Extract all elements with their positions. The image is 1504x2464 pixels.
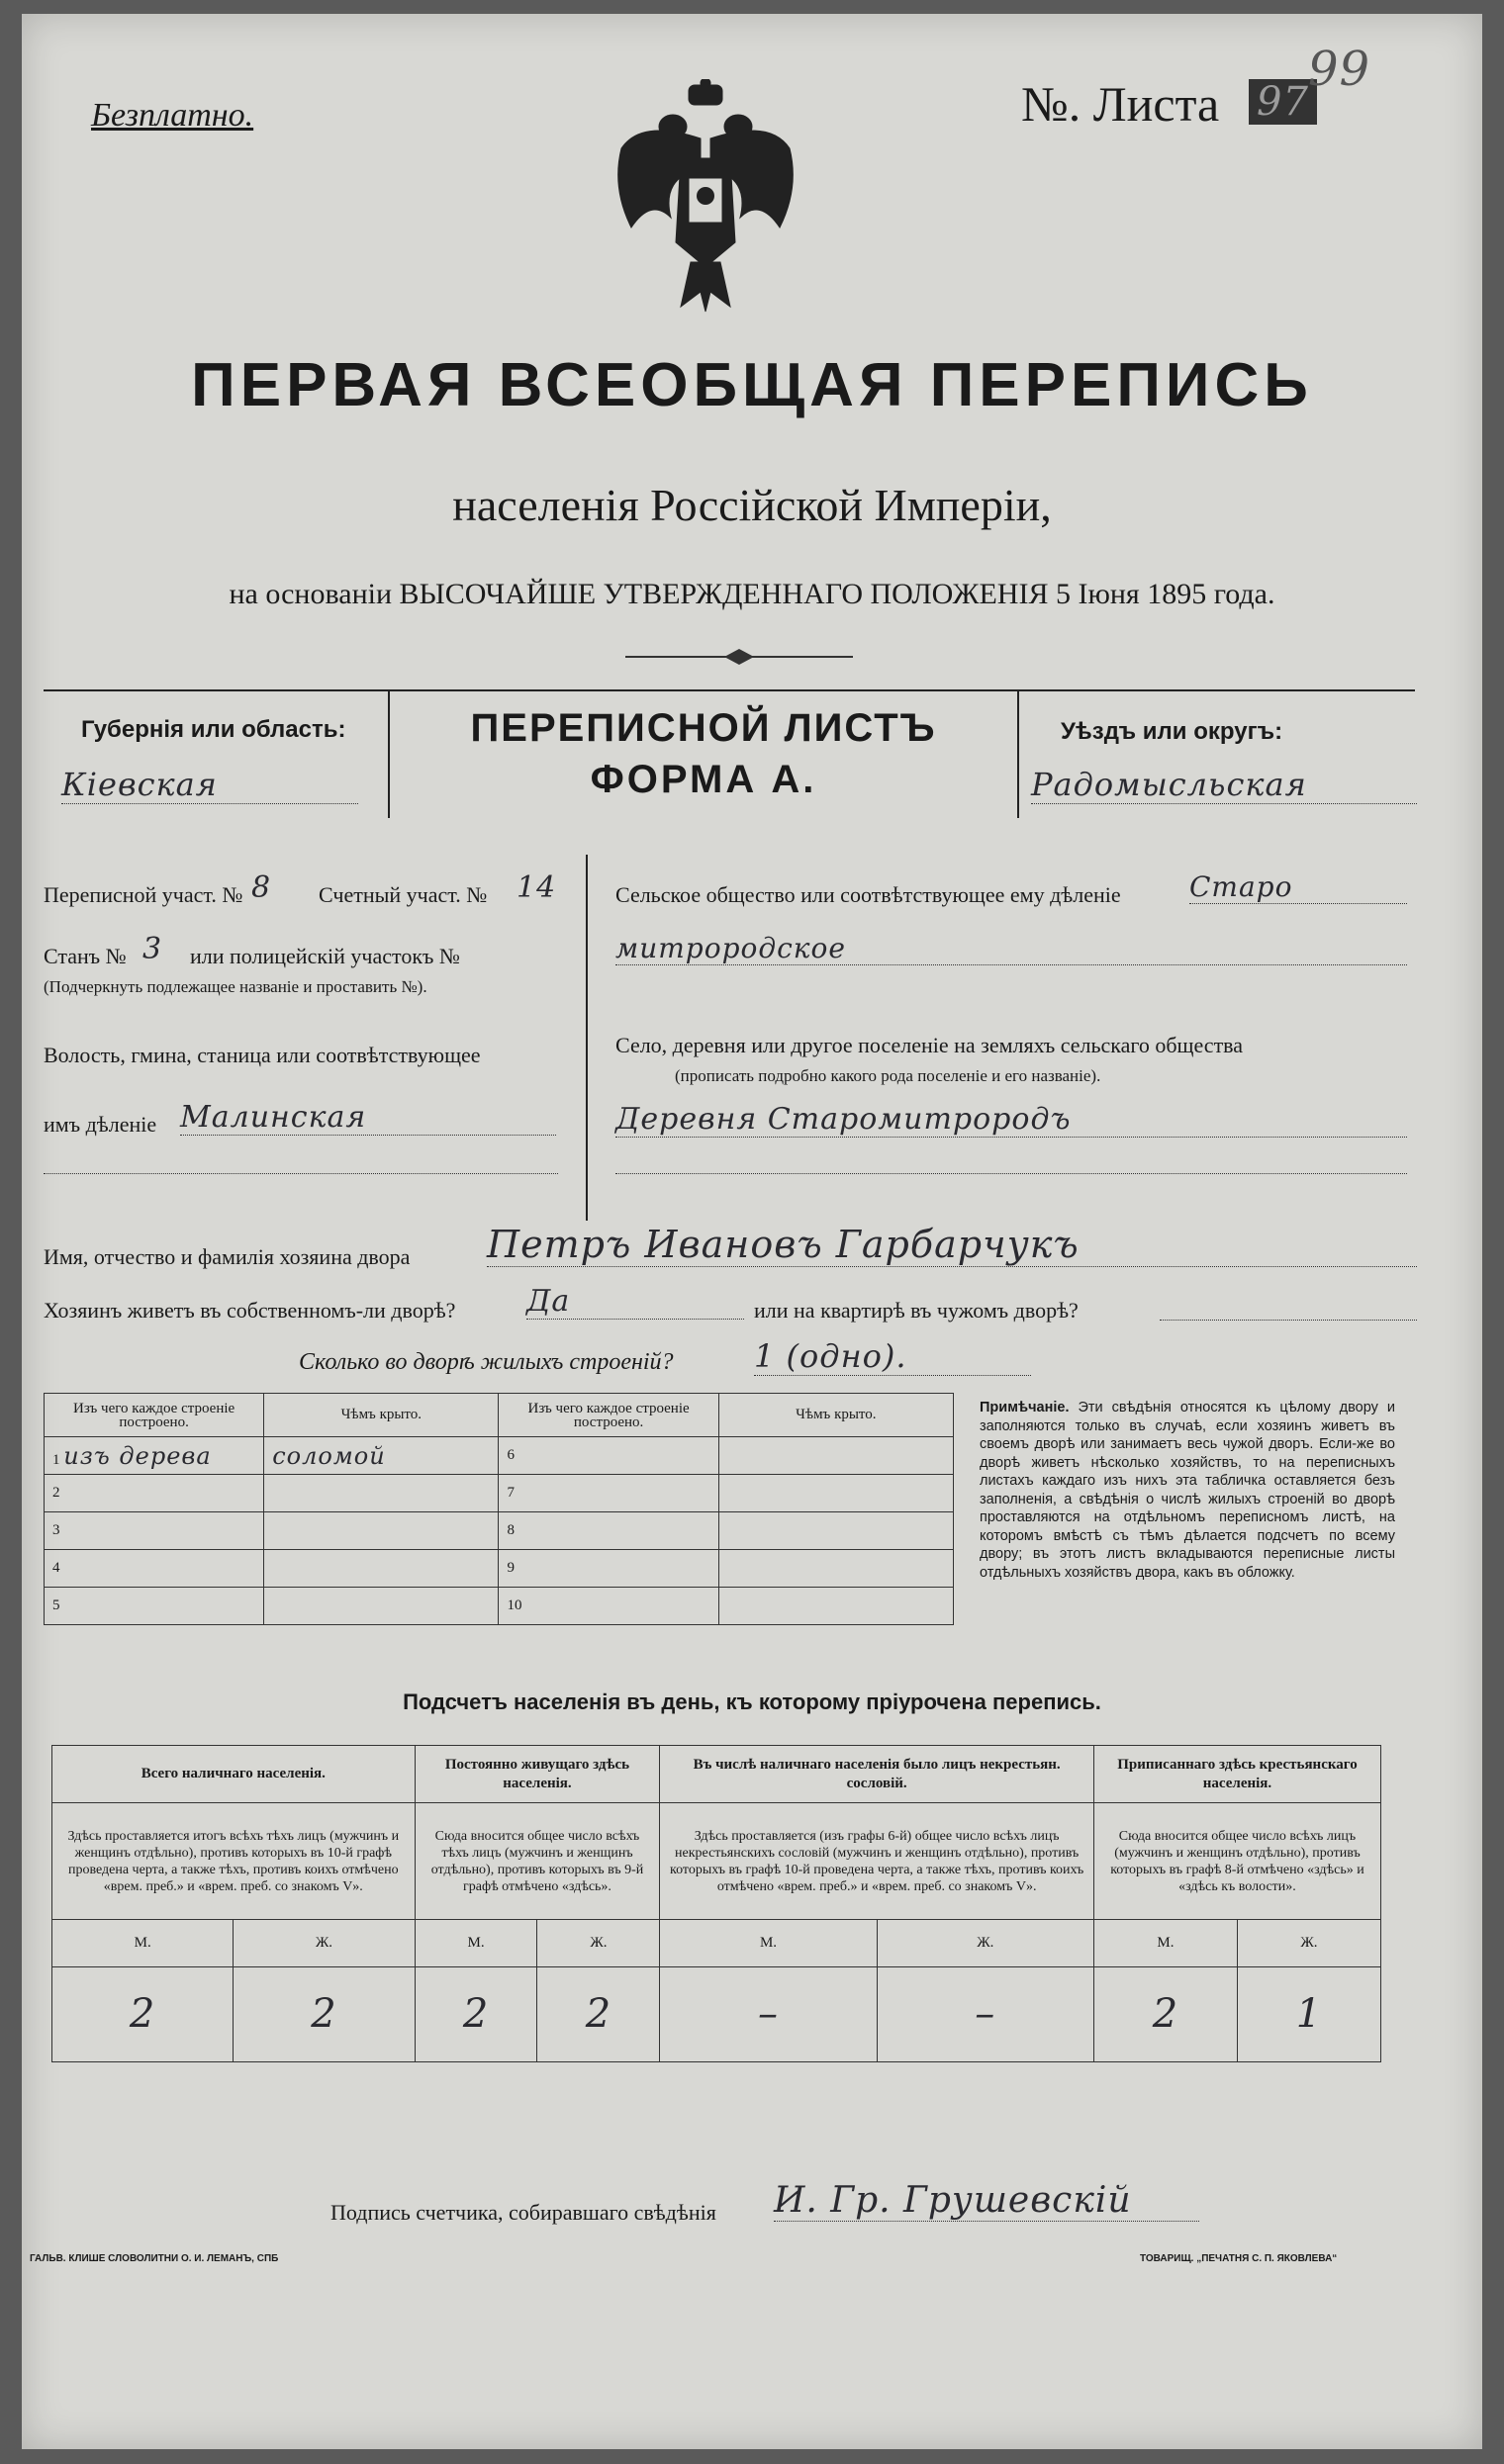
village-value: Деревня Старомитрородъ [615,1102,1407,1138]
gubernia-label: Губернія или область: [81,716,346,743]
buildings-note: Примѣчаніе. Эти свѣдѣнія относятся къ цѣлому двору и заполняются только въ случаѣ, если хозяинъ живетъ въ своемъ дворѣ или занимаетъ весь чужой дворъ. Если-же во дворѣ живетъ нѣсколько хозяйствъ, то на переписныхъ листахъ каждаго изъ нихъ эта табличка оставляется безъ заполненія, а свѣдѣнія о числѣ жилыхъ строеній во дворѣ проставляются на отдѣльномъ переписномъ листѣ, на которомъ вмѣстѣ съ тѣмъ дѣлается подсчетъ по всему двору; въ этотъ листъ вкладываются переписные листы отдѣльныхъ хозяйствъ двора, какъ въ обложку. [980,1400,1395,1581]
owner-label: Имя, отчество и фамилія хозяина двора [44,1244,411,1269]
society-label: Сельское общество или соотвѣтствующее ему дѣленіе [615,882,1121,907]
village-extra-line [615,1171,1407,1174]
table-row: 1 изъ дерева соломой 6 [45,1437,954,1475]
free-label: Безплатно. [91,97,254,134]
census-form-sheet [22,14,1482,2449]
village-note: (прописать подробно какого рода поселеніе и его названіе). [675,1066,1101,1085]
census-plot-label: Переписной участ. № [44,882,243,907]
society-value-1: Старо [1189,870,1407,904]
rented-value-line [1160,1318,1417,1321]
sheet-number-value: 97 [1249,79,1317,125]
buildings-value: 1 (одно). [754,1337,1031,1376]
uezd-label: Уѣздъ или округъ: [1061,718,1283,745]
printer-left: ГАЛЬВ. КЛИШЕ СЛОВОЛИТНИ О. И. ЛЕМАНЪ, СПБ [30,2253,279,2264]
count-plot-label: Счетный участ. № [319,882,488,907]
col-material-left: Изъ чего каждое строеніе построено. [45,1394,264,1437]
printer-right: ТОВАРИЩ. „ПЕЧАТНЯ С. П. ЯКОВЛЕВА“ [1140,2253,1338,2264]
volost-value: Малинская [180,1100,556,1136]
stan-label: Станъ № [44,944,127,968]
form-title: ПЕРВАЯ ВСЕОБЩАЯ ПЕРЕПИСЬ [191,351,1313,419]
region-top-rule [44,689,1415,691]
uezd-value: Радомысльская [1031,766,1417,804]
own-yard-value: Да [526,1284,744,1320]
gubernia-value: Кіевская [61,766,358,804]
col-material-right: Изъ чего каждое строеніе построено. [499,1394,718,1437]
count-title: Подсчетъ населенія въ день, къ которому пріурочена перепись. [403,1689,1101,1714]
district-divider [586,855,588,1221]
col-roof-left: Чѣмъ крыто. [264,1394,499,1437]
society-value-2: митрородское [615,932,1407,965]
volost-label: Волость, гмина, станица или соотвѣтствующее [44,1043,481,1067]
own-yard-label: Хозяинъ живетъ въ собственномъ-ли дворѣ? [44,1298,456,1323]
count-values-row: 2 2 2 2 – – 2 1 [52,1967,1381,2062]
ornament-divider [625,647,853,667]
buildings-table [44,1393,954,1625]
buildings-label: Сколько во дворѣ жилыхъ строеній? [299,1349,674,1375]
signature-label: Подпись счетчика, собиравшаго свѣдѣнія [330,2200,716,2225]
count-plot-value: 14 [517,870,557,905]
district-note: (Подчеркнуть подлежащее названіе и проставить №). [44,977,427,996]
form-name-line2: ФОРМА А. [590,758,817,801]
volost-label-2: имъ дѣленіе [44,1112,157,1137]
sheet-number-label: №. Листа [1021,76,1220,132]
census-plot-value: 8 [251,870,272,905]
form-subtitle: населенія Россійской Имперіи, [452,480,1052,530]
rented-label: или на квартирѣ въ чужомъ дворѣ? [754,1298,1079,1323]
table-row: 5 10 [45,1588,954,1625]
population-count-table: Всего наличнаго населенія. Постоянно живущаго здѣсь населенія. Въ числѣ наличнаго населенія было лицъ некрестьян. сословій. Приписаннаго здѣсь крестьянскаго населенія. Здѣсь проставляется итогъ всѣхъ тѣхъ лицъ (мужчинъ и женщинъ отдѣльно), противъ которыхъ въ 10-й графѣ проведена черта, а также тѣхъ, противъ коихъ отмѣчено «врем. преб.» и «врем. преб. со знакомъ V». Сюда вносится общее число всѣхъ тѣхъ лицъ (мужчинъ и женщинъ отдѣльно), противъ которыхъ въ 9-й графѣ отмѣчено «здѣсь». Здѣсь проставляется (изъ графы 6-й) общее число всѣхъ лицъ некрестьянскихъ сословій (мужчинъ и женщинъ отдѣльно), противъ которыхъ въ графѣ 10-й проведена черта, а также тѣхъ, противъ коихъ отмѣчено «врем. преб.» и «врем. преб. со знакомъ V». Сюда вносится общее число всѣхъ лицъ (мужчинъ и женщинъ отдѣльно), противъ которыхъ въ графѣ 8-й отмѣчено «здѣсь» и «здѣсь къ волости». М. Ж. М. Ж. М. Ж. М. Ж. 2 2 2 2 – – 2 1 [51,1745,1381,2062]
col-roof-right: Чѣмъ крыто. [718,1394,953,1437]
form-name-line1: ПЕРЕПИСНОЙ ЛИСТЪ [470,706,937,750]
table-row: 3 8 [45,1512,954,1550]
signature-value: И. Гр. Грушевскій [774,2180,1199,2222]
table-row: 2 7 [45,1475,954,1512]
double-headed-eagle-emblem [602,79,809,317]
form-basis: на основаніи ВЫСОЧАЙШЕ УТВЕРЖДЕННАГО ПОЛОЖЕНІЯ 5 Іюня 1895 года. [229,578,1275,610]
table-row: 4 9 [45,1550,954,1588]
owner-value: Петръ Ивановъ Гарбарчукъ [487,1223,1417,1267]
sheet-number-corrected: 99 [1308,42,1371,97]
police-label: или полицейскій участокъ № [190,944,460,968]
region-divider-right [1017,689,1019,818]
village-label: Село, деревня или другое поселеніе на земляхъ сельскаго общества [615,1033,1244,1057]
stan-value: 3 [142,932,163,966]
volost-extra-line [44,1171,558,1174]
